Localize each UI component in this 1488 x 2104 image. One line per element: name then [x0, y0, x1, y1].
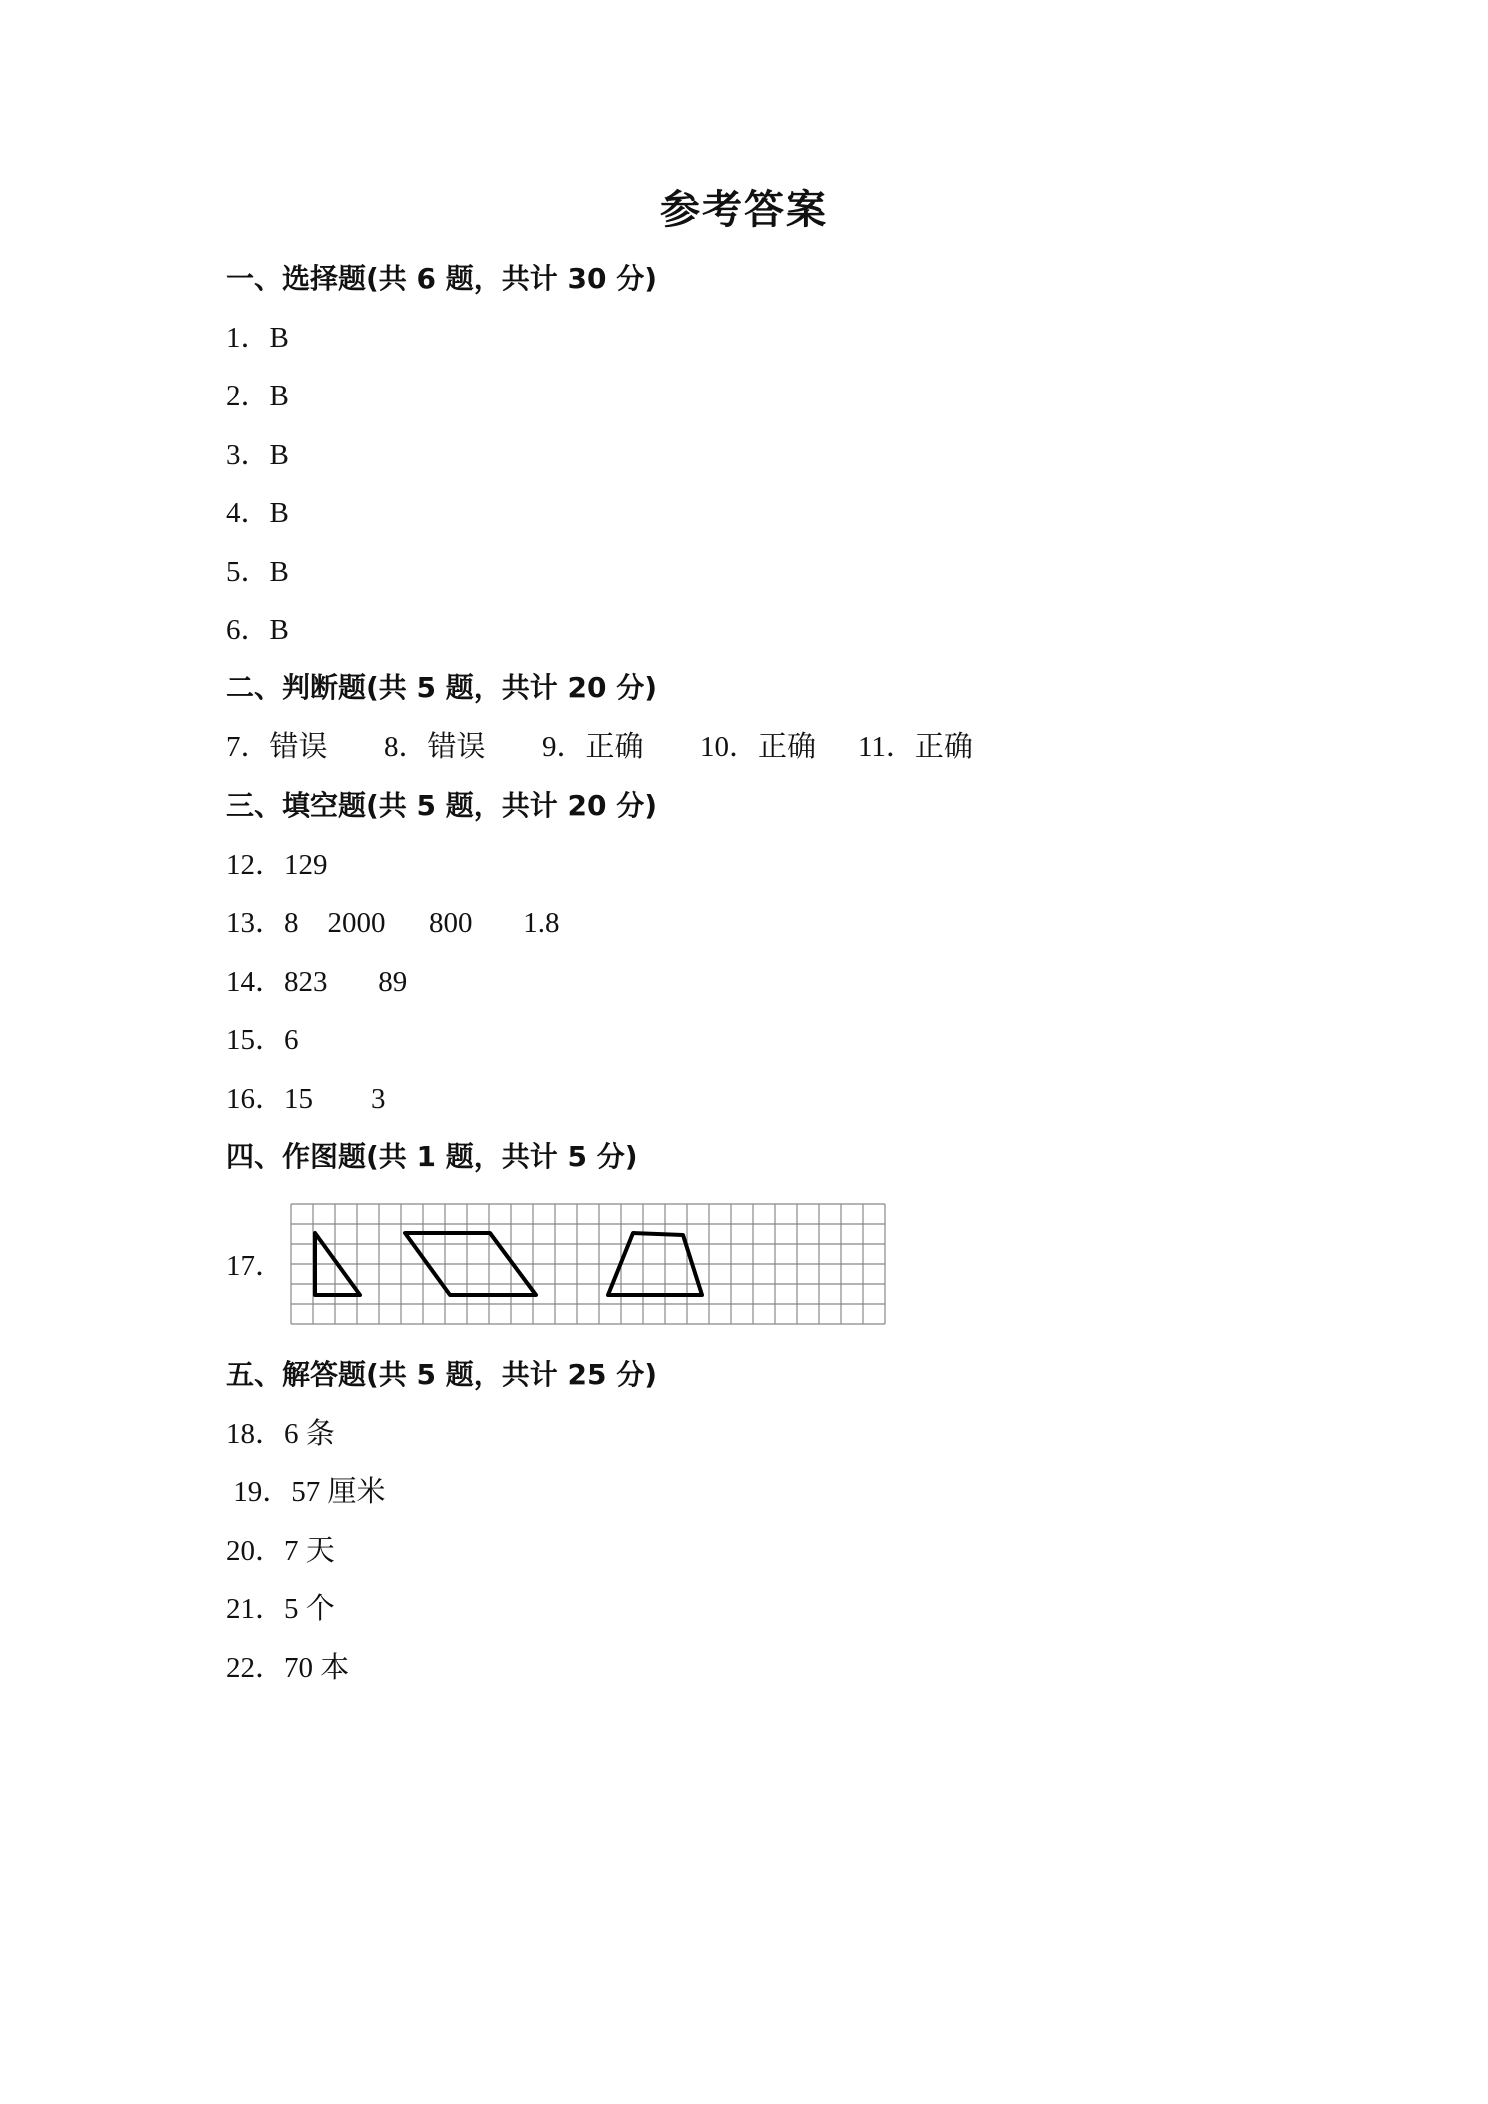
- drawing-grid: [290, 1203, 886, 1325]
- answer-21: 21．5 个: [226, 1593, 335, 1625]
- answer-17: 17．: [226, 1250, 285, 1282]
- answer-8: 8．错误: [384, 731, 486, 763]
- answer-12: 12．129: [226, 849, 328, 881]
- answer-14: 14．823 89: [226, 966, 408, 998]
- section-heading-fill: 三、填空题(共 5 题，共计 20 分): [226, 789, 658, 822]
- answer-4: 4．B: [226, 497, 289, 529]
- page-title: 参考答案: [660, 187, 828, 233]
- answer-6: 6．B: [226, 614, 289, 646]
- answer-3: 3．B: [226, 439, 289, 471]
- answer-9: 9．正确: [542, 731, 644, 763]
- answer-2: 2．B: [226, 380, 289, 412]
- answer-19: 19．57 厘米: [226, 1476, 386, 1508]
- answer-5: 5．B: [226, 556, 289, 588]
- answer-22: 22．70 本: [226, 1652, 350, 1684]
- answer-1: 1．B: [226, 322, 289, 354]
- answer-18: 18．6 条: [226, 1418, 335, 1450]
- section-heading-judge: 二、判断题(共 5 题，共计 20 分): [226, 671, 658, 704]
- answer-11: 11．正确: [858, 731, 973, 763]
- answer-16: 16．15 3: [226, 1083, 386, 1115]
- grid-lines: [291, 1204, 885, 1324]
- grid-svg: [290, 1203, 886, 1325]
- answer-10: 10．正确: [700, 731, 817, 763]
- answer-7: 7．错误: [226, 731, 328, 763]
- answer-15: 15．6: [226, 1024, 299, 1056]
- answer-20: 20．7 天: [226, 1535, 335, 1567]
- section-heading-choice: 一、选择题(共 6 题，共计 30 分): [226, 262, 658, 295]
- answer-13: 13．8 2000 800 1.8: [226, 907, 560, 939]
- section-heading-drawing: 四、作图题(共 1 题，共计 5 分): [226, 1140, 638, 1173]
- section-heading-solve: 五、解答题(共 5 题，共计 25 分): [226, 1358, 658, 1391]
